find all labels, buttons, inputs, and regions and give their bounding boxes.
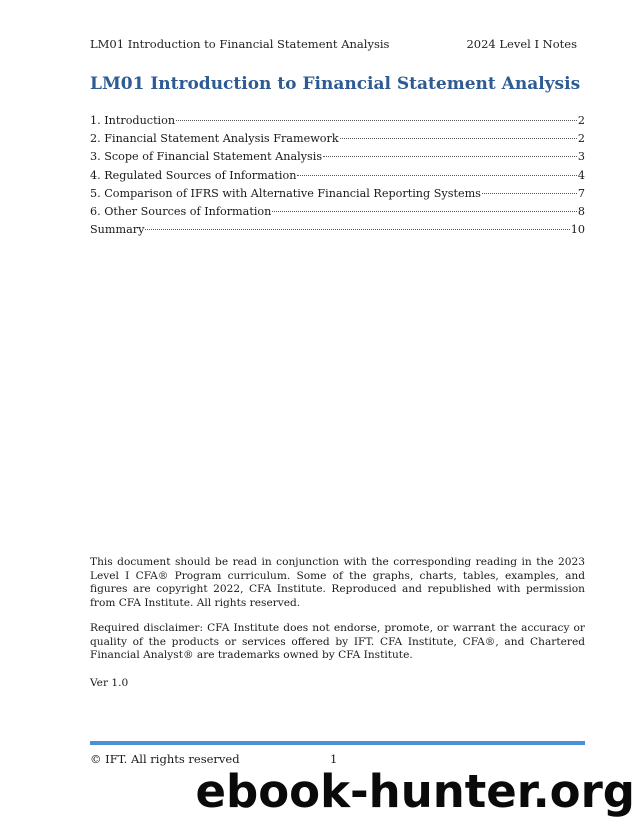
toc-entry-label: Summary: [90, 223, 145, 237]
toc-entry-label: 5. Comparison of IFRS with Alternative Financial Reporting Systems: [90, 186, 481, 200]
toc-leader-dots: [297, 175, 576, 176]
header-edition: 2024 Level I Notes: [466, 37, 577, 51]
toc-leader-dots: [176, 120, 577, 121]
footer-page-number: 1: [330, 752, 338, 766]
watermark-text: ebook-hunter.org: [195, 765, 635, 818]
toc-entry-label: 6. Other Sources of Information: [90, 204, 272, 218]
toc-entry-introduction[interactable]: [90, 114, 585, 132]
toc-entry-summary[interactable]: [90, 223, 585, 241]
toc-entry-page: 7: [577, 186, 585, 200]
toc-entry-page: 2: [577, 132, 585, 146]
version-label: Ver 1.0: [90, 677, 129, 689]
toc-leader-dots: [272, 211, 577, 212]
toc-entry-label: 3. Scope of Financial Statement Analysis: [90, 150, 323, 164]
toc-entry-framework[interactable]: [90, 132, 585, 150]
curriculum-notice: This document should be read in conjunction with the corresponding reading in the 2023 Level I CFA® Program curriculum. Some of the graphs, charts, tables, examples, and figures are copyright 2022, CFA Institute. Reproduced and republished with permission from CFA Institute. All rights reserved.: [90, 556, 585, 609]
document-title: LM01 Introduction to Financial Statement Analysis: [90, 74, 581, 94]
toc-entry-page: 3: [577, 150, 585, 164]
toc-leader-dots: [482, 193, 577, 194]
toc-entry-page: 8: [577, 204, 585, 218]
toc-entry-other-sources[interactable]: [90, 205, 585, 223]
toc-entry-label: 1. Introduction: [90, 114, 176, 127]
header-doc-title: LM01 Introduction to Financial Statement Analysis: [90, 37, 390, 51]
page-header: [90, 37, 577, 51]
toc-entry-page: 4: [577, 168, 585, 182]
toc-entry-regulated-sources[interactable]: [90, 169, 585, 187]
toc-entry-label: 4. Regulated Sources of Information: [90, 168, 297, 182]
toc-leader-dots: [323, 156, 577, 157]
toc-entry-page: 2: [577, 114, 585, 127]
required-disclaimer: Required disclaimer: CFA Institute does not endorse, promote, or warrant the accuracy or quality of the products or services offered by IFT. CFA Institute, CFA®, and Chartered Financial Analyst® are trademarks owned by CFA Institute.: [90, 622, 585, 662]
table-of-contents: [90, 114, 585, 241]
toc-leader-dots: [145, 229, 569, 230]
toc-entry-ifrs-comparison[interactable]: [90, 187, 585, 205]
toc-entry-scope[interactable]: [90, 150, 585, 168]
toc-leader-dots: [340, 138, 577, 139]
footer-copyright: © IFT. All rights reserved: [90, 752, 240, 766]
toc-entry-label: 2. Financial Statement Analysis Framework: [90, 132, 339, 146]
footer-divider: [90, 741, 585, 745]
toc-entry-page: 10: [570, 223, 585, 237]
